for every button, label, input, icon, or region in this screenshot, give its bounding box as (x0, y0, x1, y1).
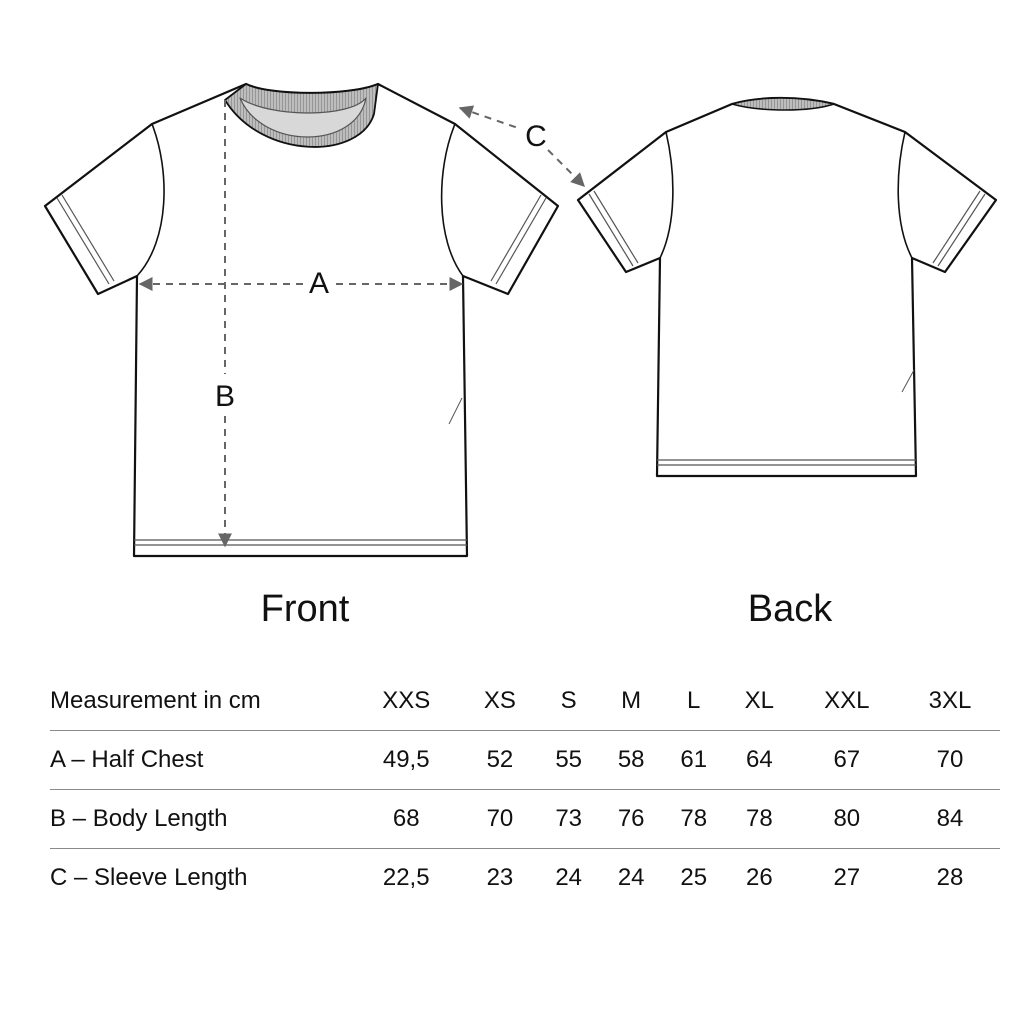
table-cell: 27 (833, 864, 861, 891)
table-cell: 26 (745, 864, 773, 891)
table-cell: 61 (680, 746, 708, 773)
table-cell: 55 (555, 746, 583, 773)
table-cell: 70 (936, 746, 964, 773)
table-cell: 58 (617, 746, 645, 773)
table-cell: 84 (936, 805, 964, 832)
back-view-label: Back (747, 588, 833, 630)
row-label: B – Body Length (50, 805, 228, 832)
front-body-outline (45, 84, 558, 556)
size-header: S (560, 687, 577, 714)
size-chart-table (50, 672, 1000, 907)
size-header: M (621, 687, 642, 714)
size-header: L (687, 687, 701, 714)
row-label: C – Sleeve Length (50, 864, 248, 891)
table-header-row (50, 672, 1000, 731)
table-cell: 24 (555, 864, 583, 891)
measurement-unit-header: Measurement in cm (50, 687, 261, 714)
size-header: 3XL (928, 687, 972, 714)
size-header: XXL (824, 687, 870, 714)
table-cell: 28 (936, 864, 964, 891)
back-tshirt (578, 98, 996, 476)
table-cell: 22,5 (382, 864, 430, 891)
table-cell: 76 (617, 805, 645, 832)
row-label: A – Half Chest (50, 746, 204, 773)
table-cell: 70 (486, 805, 514, 832)
size-header: XXS (382, 687, 431, 714)
front-view-label: Front (260, 588, 350, 630)
table-cell: 64 (745, 746, 773, 773)
measure-a-label: A (308, 267, 330, 300)
back-body-outline (578, 98, 996, 476)
table-cell: 24 (617, 864, 645, 891)
table-cell: 52 (486, 746, 514, 773)
table-row (50, 731, 1000, 790)
table-cell: 23 (486, 864, 514, 891)
table-cell: 73 (555, 805, 583, 832)
measure-b-label: B (214, 380, 236, 413)
table-cell: 68 (392, 805, 420, 832)
size-header: XS (483, 687, 516, 714)
measure-c-label: C (525, 120, 547, 153)
table-row (50, 849, 1000, 908)
table-cell: 80 (833, 805, 861, 832)
size-header: XL (744, 687, 774, 714)
table-cell: 78 (680, 805, 708, 832)
table-cell: 25 (680, 864, 708, 891)
front-tshirt (45, 84, 558, 556)
table-cell: 78 (745, 805, 773, 832)
table-cell: 67 (833, 746, 861, 773)
table-row (50, 790, 1000, 849)
table-cell: 49,5 (382, 746, 430, 773)
